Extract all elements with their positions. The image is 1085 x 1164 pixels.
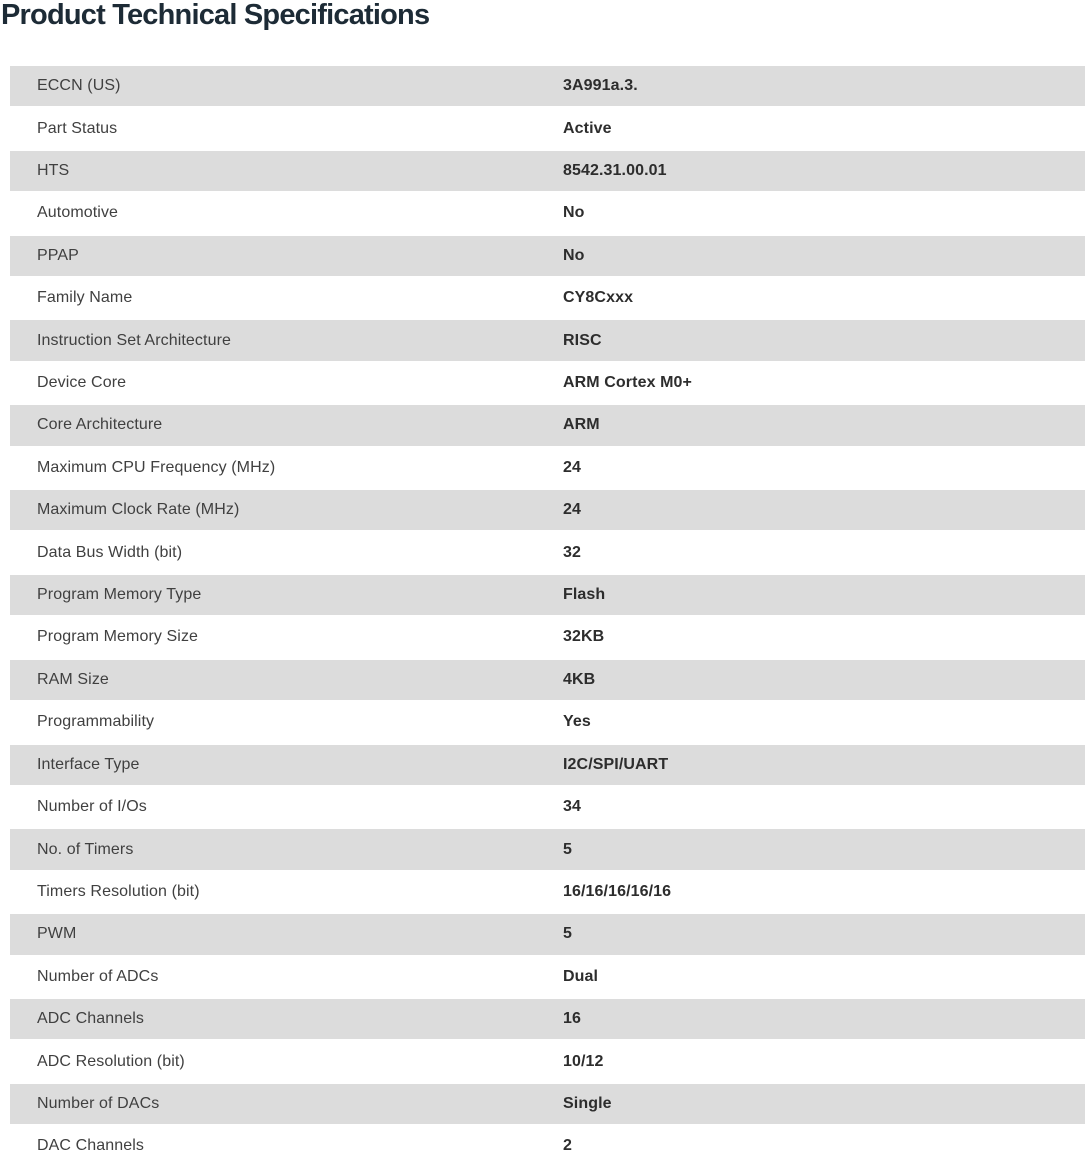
spec-value: CY8Cxxx bbox=[563, 289, 634, 307]
spec-label: No. of Timers bbox=[37, 840, 134, 858]
spec-value: 32KB bbox=[563, 628, 605, 646]
spec-row bbox=[10, 616, 1085, 658]
spec-row bbox=[10, 489, 1085, 531]
spec-value: I2C/SPI/UART bbox=[563, 755, 669, 773]
spec-label: Maximum CPU Frequency (MHz) bbox=[37, 458, 276, 476]
spec-value: RISC bbox=[563, 331, 602, 349]
spec-row bbox=[10, 956, 1085, 998]
spec-row bbox=[10, 319, 1085, 361]
spec-row bbox=[10, 1040, 1085, 1082]
spec-value: Single bbox=[563, 1094, 612, 1112]
spec-row bbox=[10, 362, 1085, 404]
spec-row bbox=[10, 913, 1085, 955]
spec-value: 32 bbox=[563, 543, 581, 561]
spec-label: Data Bus Width (bit) bbox=[37, 543, 183, 561]
spec-row bbox=[10, 744, 1085, 786]
spec-row bbox=[10, 150, 1085, 192]
spec-row bbox=[10, 1125, 1085, 1164]
spec-label: ADC Resolution (bit) bbox=[37, 1052, 185, 1070]
spec-row bbox=[10, 277, 1085, 319]
spec-value: 16/16/16/16/16 bbox=[563, 882, 672, 900]
spec-value: 24 bbox=[563, 501, 581, 519]
spec-label: ADC Channels bbox=[37, 1010, 145, 1028]
spec-label: PWM bbox=[37, 925, 77, 943]
spec-value: ARM bbox=[563, 416, 600, 434]
spec-value: Yes bbox=[563, 713, 591, 731]
spec-value: No bbox=[563, 246, 585, 264]
spec-value: Flash bbox=[563, 586, 606, 604]
spec-row bbox=[10, 404, 1085, 446]
spec-value: 10/12 bbox=[563, 1052, 604, 1070]
spec-label: HTS bbox=[37, 162, 70, 180]
spec-value: Dual bbox=[563, 967, 599, 985]
spec-table bbox=[10, 65, 1085, 1164]
spec-label: Program Memory Size bbox=[37, 628, 199, 646]
spec-value: 5 bbox=[563, 840, 572, 858]
spec-row bbox=[10, 531, 1085, 573]
spec-row bbox=[10, 701, 1085, 743]
spec-value: 2 bbox=[563, 1137, 572, 1155]
spec-label: Number of DACs bbox=[37, 1094, 160, 1112]
spec-label: RAM Size bbox=[37, 670, 109, 688]
spec-row bbox=[10, 235, 1085, 277]
spec-row bbox=[10, 828, 1085, 870]
spec-row bbox=[10, 998, 1085, 1040]
spec-label: Automotive bbox=[37, 204, 119, 222]
spec-value: ARM Cortex M0+ bbox=[563, 374, 692, 392]
spec-row bbox=[10, 659, 1085, 701]
spec-label: Timers Resolution (bit) bbox=[37, 882, 200, 900]
spec-label: Interface Type bbox=[37, 755, 140, 773]
spec-row bbox=[10, 574, 1085, 616]
spec-label: ECCN (US) bbox=[37, 77, 121, 95]
spec-label: PPAP bbox=[37, 246, 79, 264]
spec-row bbox=[10, 871, 1085, 913]
spec-value: 5 bbox=[563, 925, 572, 943]
spec-label: Programmability bbox=[37, 713, 155, 731]
spec-value: 3A991a.3. bbox=[563, 77, 638, 95]
spec-label: DAC Channels bbox=[37, 1137, 145, 1155]
spec-row bbox=[10, 65, 1085, 107]
spec-label: Instruction Set Architecture bbox=[37, 331, 232, 349]
spec-row bbox=[10, 1083, 1085, 1125]
spec-label: Part Status bbox=[37, 119, 118, 137]
spec-row bbox=[10, 192, 1085, 234]
spec-label: Maximum Clock Rate (MHz) bbox=[37, 501, 240, 519]
spec-label: Number of ADCs bbox=[37, 967, 159, 985]
spec-value: 8542.31.00.01 bbox=[563, 162, 667, 180]
spec-label: Family Name bbox=[37, 289, 133, 307]
spec-value: No bbox=[563, 204, 585, 222]
spec-value: 4KB bbox=[563, 670, 596, 688]
spec-row bbox=[10, 107, 1085, 149]
spec-value: 16 bbox=[563, 1010, 581, 1028]
spec-label: Program Memory Type bbox=[37, 586, 202, 604]
spec-value: 34 bbox=[563, 798, 581, 816]
spec-label: Device Core bbox=[37, 374, 127, 392]
spec-value: 24 bbox=[563, 458, 581, 476]
spec-row bbox=[10, 447, 1085, 489]
spec-row bbox=[10, 786, 1085, 828]
spec-label: Core Architecture bbox=[37, 416, 163, 434]
spec-label: Number of I/Os bbox=[37, 798, 147, 816]
page-title: Product Technical Specifications bbox=[1, 0, 430, 31]
spec-value: Active bbox=[563, 119, 612, 137]
